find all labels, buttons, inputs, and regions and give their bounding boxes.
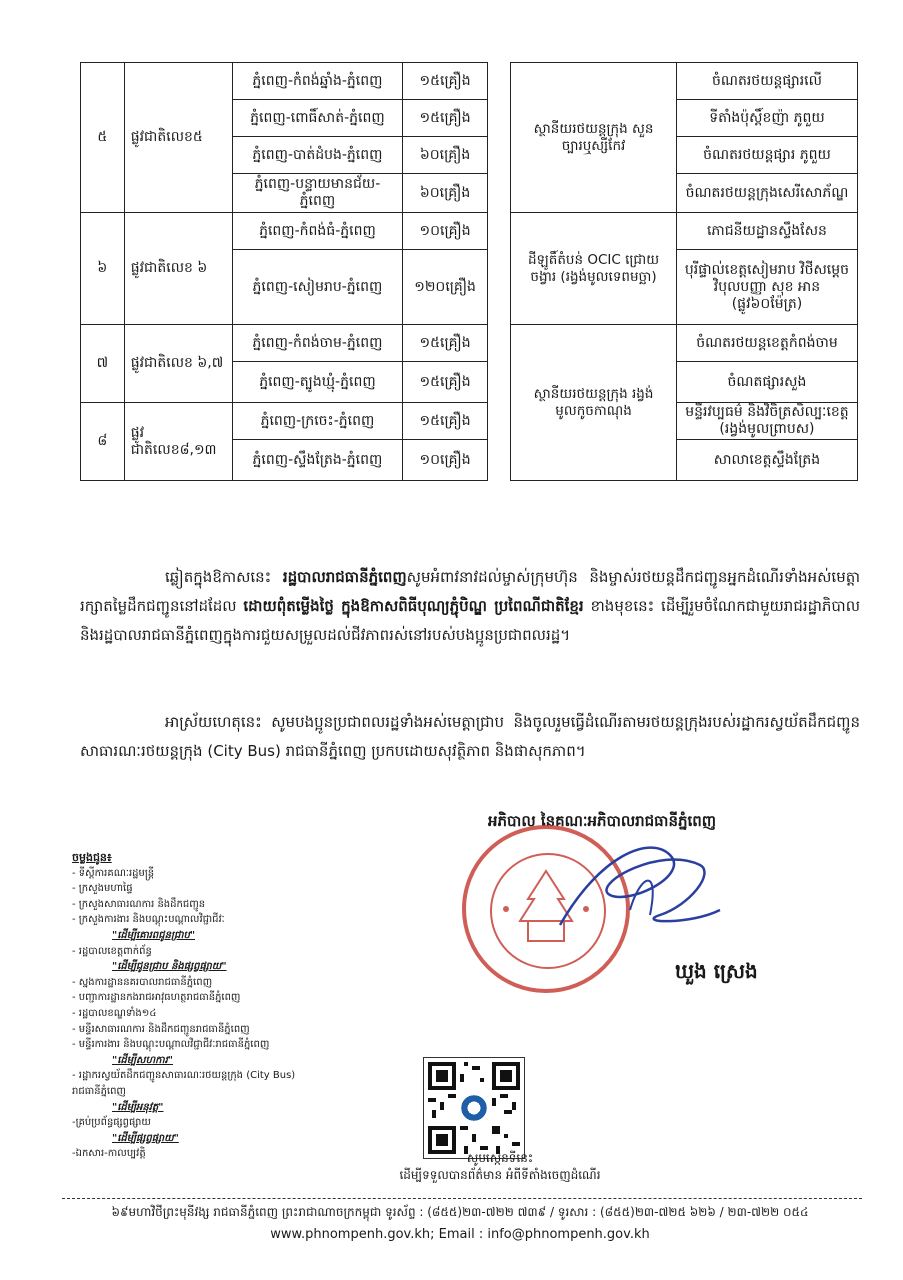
destination-cell: ចំណតរថយន្តខេត្តកំពង់ចាម	[676, 325, 857, 362]
bus-count: ១០គ្រឿង	[403, 440, 487, 481]
cc-item: - ទីស្តីការគណៈរដ្ឋមន្ត្រី	[72, 867, 155, 879]
bus-count: ១៥គ្រឿង	[403, 100, 487, 137]
table-row	[81, 213, 858, 250]
announcement-paragraph	[80, 563, 860, 650]
bus-count: ៦០គ្រឿង	[403, 174, 487, 213]
cc-title: ចម្លងជូន៖	[72, 851, 112, 864]
para-bold-no-price-increase: ដោយពុំតម្លើងថ្លៃ ក្នុងឱកាសពិធីបុណ្យភ្ជុំបិណ្ឌ ប្រពៃណីជាតិខ្មែរ	[243, 597, 584, 615]
route-cell: ភ្នំពេញ-បន្ទាយមានជ័យ-ភ្នំពេញ	[232, 174, 403, 213]
para-text: ខាងមុខនេះ ដើម្បីរួមចំណែកជាមួយរាជរដ្ឋាភិបាល និងរដ្ឋបាលរាជធានីភ្នំពេញក្នុងការជួយសម្រួលដល់ជីវភាពរស់នៅរបស់បងប្អូនប្រជាពលរដ្ឋ។	[80, 597, 860, 644]
route-cell: ភ្នំពេញ-ត្បូងឃ្មុំ-ភ្នំពេញ	[232, 362, 403, 403]
destination-cell: ទីតាំងប៉ុស្តិ៍ខញ៉ា ភូពួយ	[676, 100, 857, 137]
table-row	[81, 325, 858, 362]
cc-item: - រដ្ឋបាលខេត្តពាក់ព័ន្ធ	[72, 945, 152, 957]
table-gap	[487, 63, 510, 481]
row-number: ៦	[81, 213, 125, 325]
table-row	[81, 403, 858, 440]
cc-list	[72, 850, 402, 1162]
bus-count: ១៥គ្រឿង	[403, 362, 487, 403]
row-number: ៥	[81, 63, 125, 213]
para-text: សូមអំពាវនាវដល់ម្ចាស់ក្រុមហ៊ុន និងម្ចាស់រថយន្តដឹកជញ្ជូនអ្នកដំណើរទាំងអស់មេត្តារក្សាតម្លៃដឹកជញ្ជូននៅដដែល	[80, 568, 860, 615]
cc-item: - ក្រសួងការងារ និងបណ្តុះបណ្តាលវិជ្ជាជីវៈ	[72, 914, 225, 926]
bus-count: ៦០គ្រឿង	[403, 137, 487, 174]
cc-item: - រដ្ឋបាលខណ្ឌទាំង១៤	[72, 1007, 157, 1019]
bus-count: ១០គ្រឿង	[403, 213, 487, 250]
route-cell: ភ្នំពេញ-បាត់ដំបង-ភ្នំពេញ	[232, 137, 403, 174]
cc-item: - ស្នងការដ្ឋាននគរបាលរាជធានីភ្នំពេញ	[72, 976, 213, 988]
route-cell: ភ្នំពេញ-កំពង់ឆ្នាំង-ភ្នំពេញ	[232, 63, 403, 100]
table-row	[81, 63, 858, 100]
route-cell: ភ្នំពេញ-ពោធិ៍សាត់-ភ្នំពេញ	[232, 100, 403, 137]
closing-paragraph: អាស្រ័យហេតុនេះ សូមបងប្អូនប្រជាពលរដ្ឋទាំងអស់មេត្តាជ្រាប និងចូលរួមធ្វើដំណើរតាមរថយន្តក្រុងរបស់រដ្ឋាករស្វយ័តដឹកជញ្ជូនសាធារណៈរថយន្តក្រុង (City Bus) រាជធានីភ្នំពេញ ប្រកបដោយសុវត្ថិភាព និងផាសុកភាព។	[80, 713, 860, 760]
cc-purpose: "ដើម្បីគោរពជូនជ្រាប"	[112, 929, 196, 941]
national-road: ផ្លូវជាតិលេខ៨,១៣	[124, 403, 232, 481]
destination-cell: សាលាខេត្តស្ទឹងត្រែង	[676, 440, 857, 481]
route-cell: ភ្នំពេញ-សៀមរាប-ភ្នំពេញ	[232, 250, 403, 325]
handwritten-signature-icon	[540, 815, 730, 955]
route-cell: ភ្នំពេញ-កំពង់ចាម-ភ្នំពេញ	[232, 325, 403, 362]
cc-purpose: "ដើម្បីសហការ"	[112, 1054, 174, 1066]
footer-address: ៦៩មហាវិថីព្រះមុនីវង្ស រាជធានីភ្នំពេញ ព្រះរាជាណាចក្រកម្ពុជា ទូរស័ព្ទ : (៨៥៥)២៣-៧២២ ៧៣៩ / ទូរសារ : (៨៥៥)២៣-៧២៥ ៦២៦ / ២៣-៧២២ ០៥៤	[111, 1205, 809, 1219]
destination-cell: ភោជនីយដ្ឋានស្ទឹងសែន	[676, 213, 857, 250]
cc-purpose: "ដើម្បីអនុវត្ត"	[112, 1101, 164, 1113]
national-road: ផ្លូវជាតិលេខ ៦	[124, 213, 232, 325]
route-cell: ភ្នំពេញ-កំពង់ធំ-ភ្នំពេញ	[232, 213, 403, 250]
footer-contact[interactable]: www.phnompenh.gov.kh; Email : info@phnompenh.gov.kh	[270, 1227, 650, 1242]
destination-cell: ចំណតផ្សារសួង	[676, 362, 857, 403]
signatory-title: អភិបាល នៃគណៈអភិបាលរាជធានីភ្នំពេញ	[488, 812, 717, 830]
qr-caption-line1: សូមស្កេនទីនេះ	[466, 1151, 534, 1165]
cc-item: - បញ្ជាការដ្ឋានកងរាជអាវុធហត្ថរាជធានីភ្នំពេញ	[72, 992, 241, 1004]
destination-cell: មន្ទីរវប្បធម៌ និងវិចិត្រសិល្បៈខេត្ត (រង្វង់មូលព្រាបស)	[676, 403, 857, 440]
departure-station: ដីឡូតិ៍តំបន់ OCIC ជ្រោយចង្វារ (រង្វង់មូលទេពមច្ឆា)	[511, 213, 677, 325]
route-cell: ភ្នំពេញ-ក្រចេះ-ភ្នំពេញ	[232, 403, 403, 440]
signatory-name: ឃួង ស្រេង	[675, 959, 758, 983]
bus-count: ១២០គ្រឿង	[403, 250, 487, 325]
cc-item: - មន្ទីរការងារ និងបណ្តុះបណ្តាលវិជ្ជាជីវៈរាជធានីភ្នំពេញ	[72, 1039, 270, 1051]
national-road: ផ្លូវជាតិលេខ ៦,៧	[124, 325, 232, 403]
para-bold-authority: រដ្ឋបាលរាជធានីភ្នំពេញ	[282, 568, 407, 586]
row-number: ៨	[81, 403, 125, 481]
para-text: ឆ្លៀតក្នុងឱកាសនេះ	[165, 568, 283, 586]
cc-item: - មន្ទីរសាធារណការ និងដឹកជញ្ជូនរាជធានីភ្នំពេញ	[72, 1023, 250, 1035]
cc-item: - រដ្ឋាករស្វយ័តដឹកជញ្ជូនសាធារណៈរថយន្តក្រុង (City Bus)	[72, 1070, 296, 1082]
destination-cell: ចំណតរថយន្តផ្សារ ភូពួយ	[676, 137, 857, 174]
cc-purpose: "ដើម្បីផ្សព្វផ្សាយ"	[112, 1132, 179, 1144]
departure-station: ស្ថានីយរថយន្តក្រុង សួនច្បារឬស្សីកែវ	[511, 63, 677, 213]
qr-caption-line2: ដើម្បីទទួលបានព័ត៌មាន អំពីទីតាំងចេញដំណើរ	[399, 1168, 601, 1182]
destination-cell: ចំណតរថយន្តក្រុងសេរីសោភ័ណ្ឌ	[676, 174, 857, 213]
qr-caption	[380, 1150, 620, 1184]
bus-count: ១៥គ្រឿង	[403, 403, 487, 440]
cc-item: រាជធានីភ្នំពេញ	[72, 1085, 126, 1097]
bus-count: ១៥គ្រឿង	[403, 63, 487, 100]
cc-item: -ឯកសារ-កាលប្បវត្តិ	[72, 1148, 146, 1160]
departure-station: ស្ថានីយរថយន្តក្រុង រង្វង់មូលកូចកាណុង	[511, 325, 677, 481]
footer-divider	[62, 1198, 862, 1199]
cc-item: -គ្រប់ប្រព័ន្ធផ្សព្វផ្សាយ	[72, 1117, 151, 1129]
bus-count: ១៥គ្រឿង	[403, 325, 487, 362]
route-cell: ភ្នំពេញ-ស្ទឹងត្រែង-ភ្នំពេញ	[232, 440, 403, 481]
qr-code-icon[interactable]	[423, 1057, 525, 1159]
national-road: ផ្លូវជាតិលេខ៥	[124, 63, 232, 213]
routes-table	[80, 62, 858, 481]
cc-purpose: "ដើម្បីជូនជ្រាប និងផ្សព្វផ្សាយ"	[112, 961, 227, 973]
cc-item: - ក្រសួងសាធារណការ និងដឹកជញ្ជូន	[72, 898, 206, 910]
destination-cell: ចំណតរថយន្តផ្សារលើ	[676, 63, 857, 100]
row-number: ៧	[81, 325, 125, 403]
cc-item: - ក្រសួងមហាផ្ទៃ	[72, 883, 133, 895]
destination-cell: បុរីផ្ទាល់ខេត្តសៀមរាប វិថីសម្តេចវិបុលបញ្ញា សុខ អាន (ផ្លូវ៦០ម៉ែត្រ)	[676, 250, 857, 325]
